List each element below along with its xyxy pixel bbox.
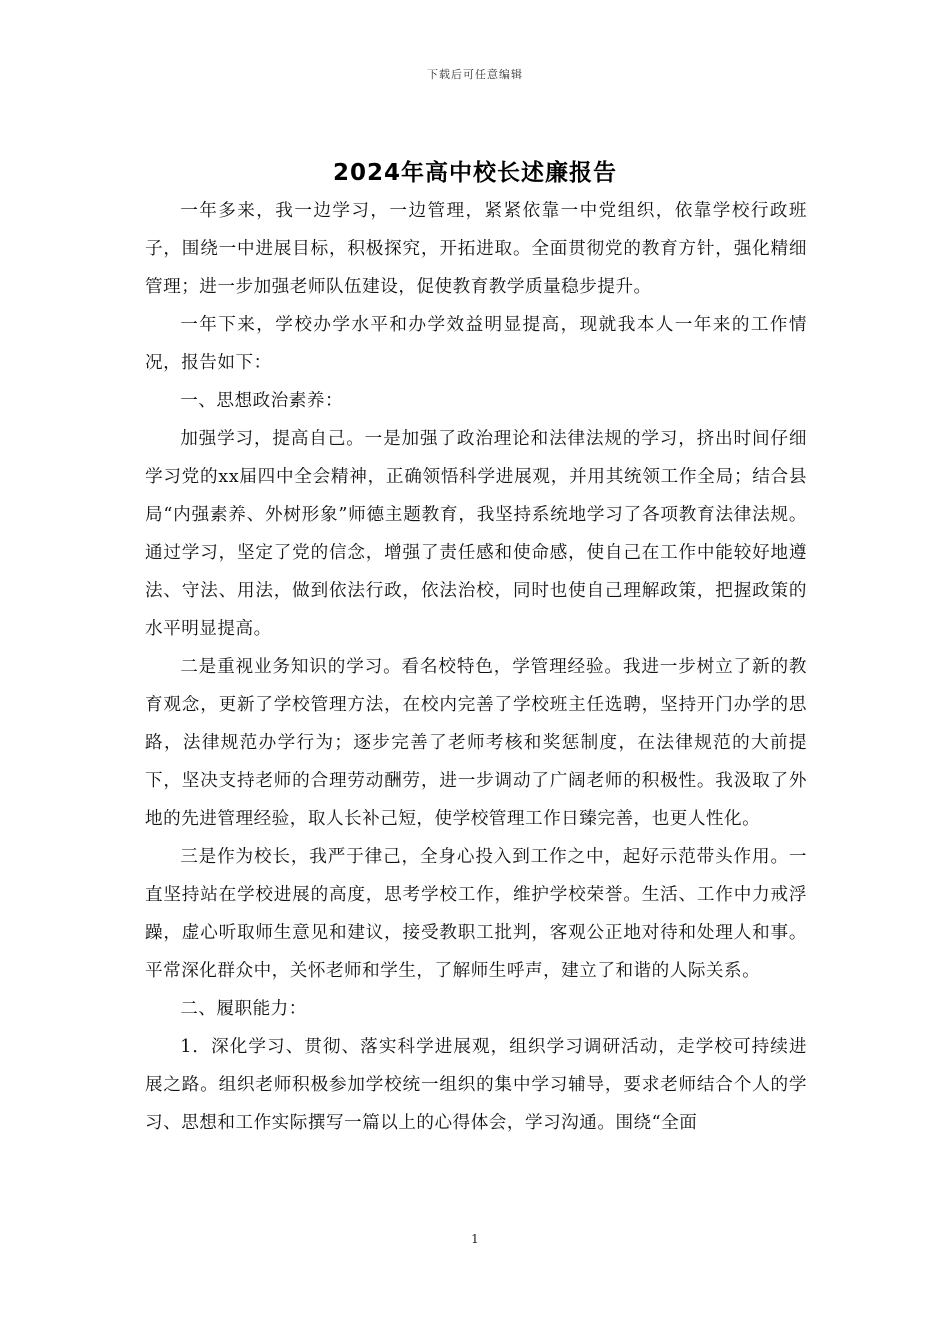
- section-heading: 一、思想政治素养：: [180, 391, 344, 411]
- paragraph: 三是作为校长，我严于律己，全身心投入到工作之中，起好示范带头作用。一直坚持站在学校进展的高度，思考学校工作，维护学校荣誉。生活、工作中力戒浮躁，虚心听取师生意见和建议，接受教职工批判，客观公正地对待和处理人和事。平常深化群众中，关怀老师和学生，了解师生呼声，建立了和谐的人际关系。: [145, 847, 807, 981]
- document-title: 2024年高中校长述廉报告: [332, 160, 617, 186]
- paragraph: 1．深化学习、贯彻、落实科学进展观，组织学习调研活动，走学校可持续进展之路。组织老师积极参加学校统一组织的集中学习辅导，要求老师结合个人的学习、思想和工作实际撰写一篇以上的心得体会，学习沟通。围绕“全面: [145, 1037, 807, 1133]
- header-note: 下载后可任意编辑: [427, 68, 523, 81]
- paragraph: 二是重视业务知识的学习。看名校特色，学管理经验。我进一步树立了新的教育观念，更新了学校管理方法，在校内完善了学校班主任选聘，坚持开门办学的思路，法律规范办学行为；逐步完善了老师考核和奖惩制度，在法律规范的大前提下，坚决支持老师的合理劳动酬劳，进一步调动了广阔老师的积极性。我汲取了外地的先进管理经验，取人长补己短，使学校管理工作日臻完善，也更人性化。: [145, 657, 807, 829]
- paragraph: 加强学习，提高自己。一是加强了政治理论和法律法规的学习，挤出时间仔细学习党的xx届四中全会精神，正确领悟科学进展观，并用其统领工作全局；结合县局“内强素养、外树形象”师德主题教育，我坚持系统地学习了各项教育法律法规。通过学习，坚定了党的信念，增强了责任感和使命感，使自己在工作中能较好地遵法、守法、用法，做到依法行政，依法治校，同时也使自己理解政策，把握政策的水平明显提高。: [145, 429, 807, 639]
- page-number: 1: [471, 1232, 479, 1246]
- paragraph: 一年多来，我一边学习，一边管理，紧紧依靠一中党组织，依靠学校行政班子，围绕一中进展目标，积极探究，开拓进取。全面贯彻党的教育方针，强化精细管理；进一步加强老师队伍建设，促使教育教学质量稳步提升。: [145, 201, 807, 297]
- document-body: [145, 192, 807, 1142]
- paragraph: 一年下来，学校办学水平和办学效益明显提高，现就我本人一年来的工作情况，报告如下：: [145, 315, 807, 373]
- section-heading: 二、履职能力：: [180, 999, 307, 1019]
